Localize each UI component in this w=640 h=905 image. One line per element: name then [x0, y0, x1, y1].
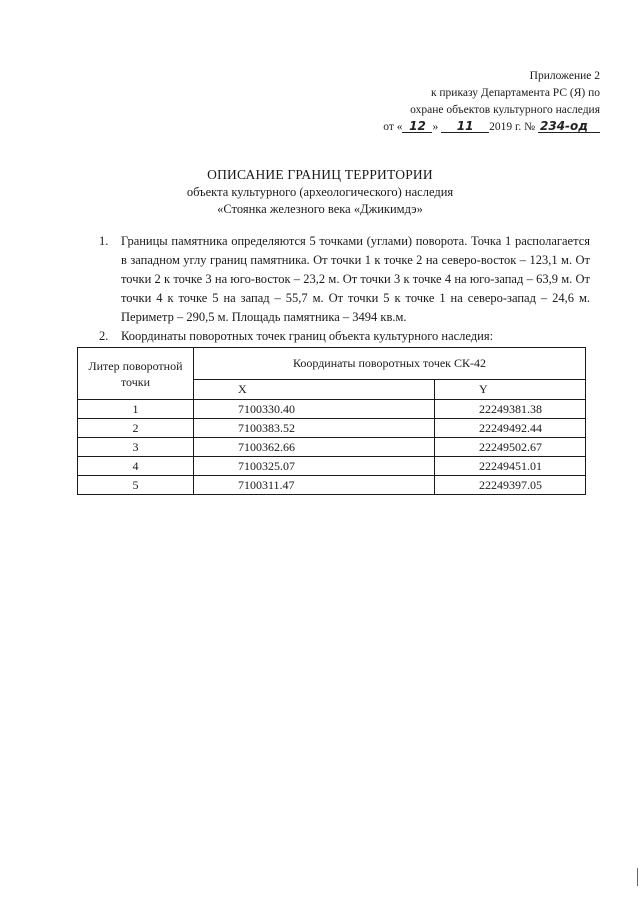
date-prefix: от «	[383, 121, 403, 133]
handwritten-day: 12	[402, 120, 432, 133]
point-cell: 2	[78, 419, 194, 438]
list-item	[96, 232, 590, 327]
list-item	[96, 327, 590, 346]
x-column-header: X	[194, 379, 435, 399]
list-item-text: Границы памятника определяются 5 точками (углами) поворота. Точка 1 располагается в западном углу границ памятника. От точки 1 к точке 2 на северо-восток – 123,1 м. От точки 2 к точке 3 на юго-восток – 23,2 м. От точки 3 к точке 4 на юго-запад – 63,9 м. От точки 4 к точке 5 на запад – 55,7 м. От точки 5 к точке 1 на северо-запад – 24,6 м. Периметр – 290,5 м. Площадь памятника – 3494 кв.м.	[121, 234, 590, 324]
list-item-number: 1.	[99, 234, 109, 248]
table-row	[78, 457, 586, 476]
y-cell: 22249502.67	[435, 438, 586, 457]
title-block	[0, 166, 640, 218]
appendix-title: Приложение 2	[529, 70, 600, 82]
y-cell: 22249492.44	[435, 419, 586, 438]
point-cell: 3	[78, 438, 194, 457]
document-title: ОПИСАНИЕ ГРАНИЦ ТЕРРИТОРИИ	[207, 167, 433, 182]
point-cell: 1	[78, 400, 194, 419]
y-cell: 22249397.05	[435, 476, 586, 495]
document-subtitle: объекта культурного (археологического) наследия	[186, 185, 454, 199]
department-name: охране объектов культурного наследия	[410, 104, 600, 116]
handwritten-order-number: 234-од	[538, 120, 600, 133]
point-cell: 5	[78, 476, 194, 495]
table-row	[78, 419, 586, 438]
y-cell: 22249381.38	[435, 400, 586, 419]
x-cell: 7100383.52	[194, 419, 435, 438]
x-cell: 7100330.40	[194, 400, 435, 419]
order-reference: к приказу Департамента РС (Я) по	[430, 87, 600, 99]
coordinates-group-header: Координаты поворотных точек СК-42	[194, 348, 586, 380]
list-item-text: Координаты поворотных точек границ объекта культурного наследия:	[121, 329, 494, 343]
date-year: 2019 г. №	[489, 121, 536, 133]
table-row	[78, 438, 586, 457]
numbered-list	[96, 232, 590, 346]
table-row	[78, 476, 586, 495]
x-cell: 7100362.66	[194, 438, 435, 457]
y-cell: 22249451.01	[435, 457, 586, 476]
table-row	[78, 400, 586, 419]
point-cell: 4	[78, 457, 194, 476]
x-cell: 7100325.07	[194, 457, 435, 476]
y-column-header: Y	[435, 379, 586, 399]
x-cell: 7100311.47	[194, 476, 435, 495]
appendix-header	[383, 68, 600, 136]
handwritten-month: 11	[441, 120, 489, 133]
point-letter-header: Литер поворотной точки	[78, 348, 194, 400]
list-item-number: 2.	[99, 329, 109, 343]
coordinates-table	[77, 347, 586, 495]
site-name: «Стоянка железного века «Джикимдэ»	[217, 202, 423, 216]
order-date-line	[383, 119, 600, 136]
scan-edge-mark	[637, 868, 638, 886]
date-mid: »	[432, 121, 439, 133]
